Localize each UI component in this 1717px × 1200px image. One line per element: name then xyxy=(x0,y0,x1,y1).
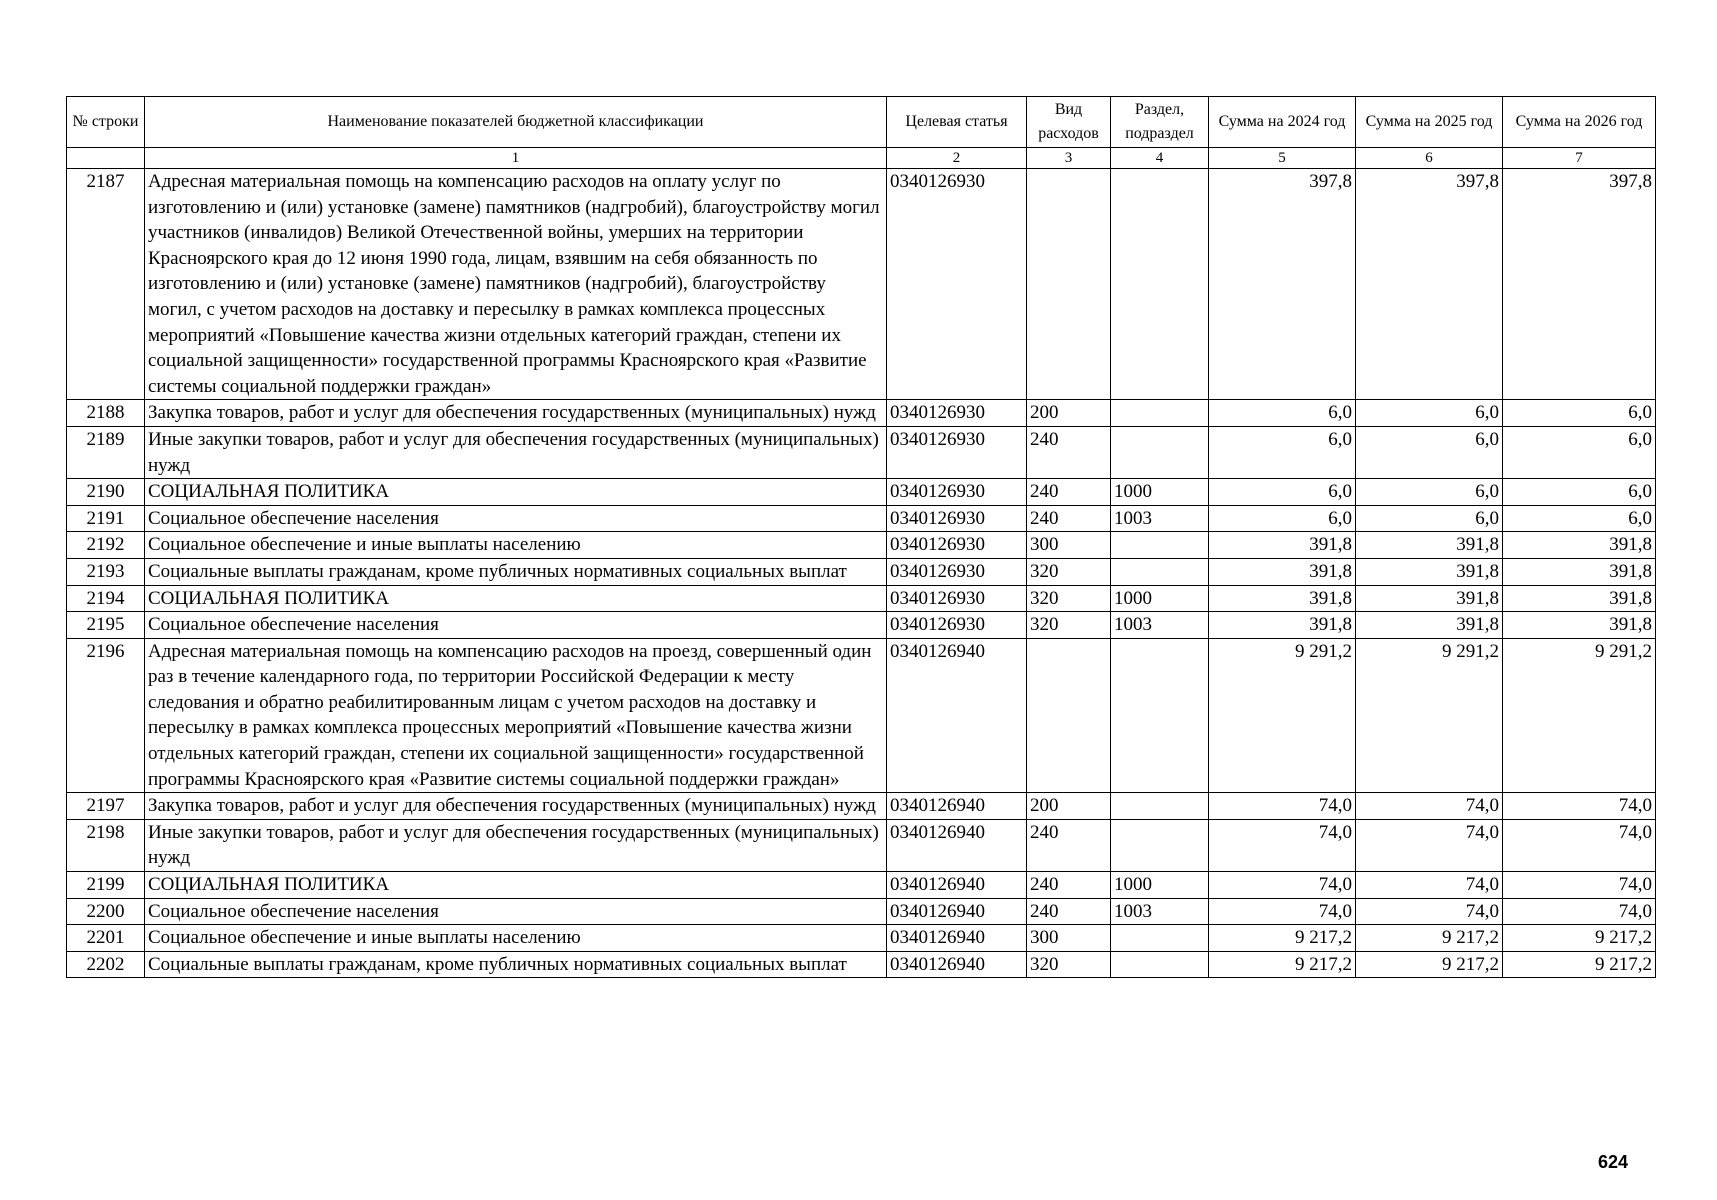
table-row xyxy=(67,638,1656,793)
target-code-cell: 0340126940 xyxy=(887,925,1027,952)
razdel-cell: 1000 xyxy=(1111,585,1209,612)
target-code-cell: 0340126940 xyxy=(887,638,1027,793)
target-code-cell: 0340126930 xyxy=(887,400,1027,427)
razdel-cell xyxy=(1111,951,1209,978)
sum-2024-cell: 9 291,2 xyxy=(1209,638,1356,793)
sum-2025-cell: 397,8 xyxy=(1356,169,1503,400)
razdel-cell: 1003 xyxy=(1111,612,1209,639)
column-number: 1 xyxy=(145,148,887,169)
row-number-cell: 2189 xyxy=(67,426,145,478)
row-number-cell: 2192 xyxy=(67,532,145,559)
row-number-cell: 2194 xyxy=(67,585,145,612)
header-row xyxy=(67,97,1656,148)
name-cell: Иные закупки товаров, работ и услуг для обеспечения государственных (муниципальных) нужд xyxy=(145,819,887,871)
razdel-cell xyxy=(1111,400,1209,427)
table-row xyxy=(67,558,1656,585)
row-number-cell: 2199 xyxy=(67,872,145,899)
name-cell: Социальные выплаты гражданам, кроме публичных нормативных социальных выплат xyxy=(145,558,887,585)
target-code-cell: 0340126930 xyxy=(887,426,1027,478)
target-code-cell: 0340126930 xyxy=(887,585,1027,612)
column-number: 4 xyxy=(1111,148,1209,169)
sum-2026-cell: 391,8 xyxy=(1503,558,1656,585)
sum-2025-cell: 9 217,2 xyxy=(1356,925,1503,952)
name-cell: Социальное обеспечение и иные выплаты населению xyxy=(145,925,887,952)
sum-2025-cell: 6,0 xyxy=(1356,400,1503,427)
vid-cell: 300 xyxy=(1027,925,1111,952)
column-number: 3 xyxy=(1027,148,1111,169)
sum-2026-cell: 74,0 xyxy=(1503,872,1656,899)
name-cell: СОЦИАЛЬНАЯ ПОЛИТИКА xyxy=(145,872,887,899)
sum-2026-cell: 74,0 xyxy=(1503,793,1656,820)
sum-2024-cell: 391,8 xyxy=(1209,612,1356,639)
table-row xyxy=(67,532,1656,559)
razdel-cell: 1003 xyxy=(1111,505,1209,532)
vid-cell: 240 xyxy=(1027,819,1111,871)
sum-2026-cell: 9 217,2 xyxy=(1503,951,1656,978)
table-row xyxy=(67,793,1656,820)
sum-2024-cell: 6,0 xyxy=(1209,479,1356,506)
row-number-cell: 2187 xyxy=(67,169,145,400)
row-number-cell: 2197 xyxy=(67,793,145,820)
razdel-cell xyxy=(1111,925,1209,952)
target-code-cell: 0340126940 xyxy=(887,898,1027,925)
target-code-cell: 0340126930 xyxy=(887,558,1027,585)
row-number-cell: 2195 xyxy=(67,612,145,639)
sum-2026-cell: 391,8 xyxy=(1503,585,1656,612)
table-row xyxy=(67,169,1656,400)
target-code-cell: 0340126930 xyxy=(887,612,1027,639)
name-cell: Социальное обеспечение населения xyxy=(145,898,887,925)
target-code-cell: 0340126930 xyxy=(887,505,1027,532)
column-number xyxy=(67,148,145,169)
vid-cell xyxy=(1027,169,1111,400)
row-number-cell: 2202 xyxy=(67,951,145,978)
table-row xyxy=(67,505,1656,532)
sum-2025-cell: 391,8 xyxy=(1356,558,1503,585)
target-code-cell: 0340126930 xyxy=(887,532,1027,559)
budget-table xyxy=(66,96,1656,978)
header-sum-2025: Сумма на 2025 год xyxy=(1356,97,1503,148)
target-code-cell: 0340126940 xyxy=(887,951,1027,978)
vid-cell: 240 xyxy=(1027,426,1111,478)
row-number-cell: 2188 xyxy=(67,400,145,427)
sum-2025-cell: 6,0 xyxy=(1356,479,1503,506)
name-cell: Социальные выплаты гражданам, кроме публичных нормативных социальных выплат xyxy=(145,951,887,978)
name-cell: Социальное обеспечение населения xyxy=(145,612,887,639)
header-row-no: № строки xyxy=(67,97,145,148)
column-number: 2 xyxy=(887,148,1027,169)
sum-2026-cell: 391,8 xyxy=(1503,612,1656,639)
sum-2024-cell: 74,0 xyxy=(1209,793,1356,820)
name-cell: Социальное обеспечение населения xyxy=(145,505,887,532)
sum-2025-cell: 391,8 xyxy=(1356,532,1503,559)
vid-cell: 240 xyxy=(1027,505,1111,532)
column-number: 7 xyxy=(1503,148,1656,169)
name-cell: Закупка товаров, работ и услуг для обеспечения государственных (муниципальных) нужд xyxy=(145,793,887,820)
header-target: Целевая статья xyxy=(887,97,1027,148)
row-number-cell: 2198 xyxy=(67,819,145,871)
sum-2025-cell: 6,0 xyxy=(1356,505,1503,532)
table-row xyxy=(67,426,1656,478)
target-code-cell: 0340126930 xyxy=(887,169,1027,400)
razdel-cell xyxy=(1111,819,1209,871)
sum-2024-cell: 391,8 xyxy=(1209,558,1356,585)
vid-cell: 240 xyxy=(1027,479,1111,506)
sum-2024-cell: 6,0 xyxy=(1209,426,1356,478)
vid-cell: 240 xyxy=(1027,898,1111,925)
sum-2025-cell: 74,0 xyxy=(1356,819,1503,871)
target-code-cell: 0340126930 xyxy=(887,479,1027,506)
sum-2024-cell: 74,0 xyxy=(1209,872,1356,899)
sum-2024-cell: 74,0 xyxy=(1209,898,1356,925)
razdel-cell: 1000 xyxy=(1111,479,1209,506)
sum-2025-cell: 74,0 xyxy=(1356,898,1503,925)
table-row xyxy=(67,925,1656,952)
sum-2026-cell: 6,0 xyxy=(1503,479,1656,506)
sum-2025-cell: 391,8 xyxy=(1356,612,1503,639)
row-number-cell: 2200 xyxy=(67,898,145,925)
header-vid: Вид расходов xyxy=(1027,97,1111,148)
header-sum-2026: Сумма на 2026 год xyxy=(1503,97,1656,148)
row-number-cell: 2201 xyxy=(67,925,145,952)
razdel-cell xyxy=(1111,793,1209,820)
razdel-cell xyxy=(1111,558,1209,585)
razdel-cell: 1003 xyxy=(1111,898,1209,925)
table-row xyxy=(67,479,1656,506)
sum-2026-cell: 9 217,2 xyxy=(1503,925,1656,952)
sum-2024-cell: 9 217,2 xyxy=(1209,925,1356,952)
vid-cell: 200 xyxy=(1027,793,1111,820)
table-row xyxy=(67,585,1656,612)
sum-2026-cell: 6,0 xyxy=(1503,505,1656,532)
table-row xyxy=(67,951,1656,978)
table-row xyxy=(67,400,1656,427)
name-cell: СОЦИАЛЬНАЯ ПОЛИТИКА xyxy=(145,585,887,612)
vid-cell: 300 xyxy=(1027,532,1111,559)
vid-cell: 200 xyxy=(1027,400,1111,427)
table-row xyxy=(67,819,1656,871)
sum-2026-cell: 391,8 xyxy=(1503,532,1656,559)
sum-2026-cell: 74,0 xyxy=(1503,898,1656,925)
row-number-cell: 2196 xyxy=(67,638,145,793)
vid-cell: 240 xyxy=(1027,872,1111,899)
target-code-cell: 0340126940 xyxy=(887,872,1027,899)
name-cell: Закупка товаров, работ и услуг для обеспечения государственных (муниципальных) нужд xyxy=(145,400,887,427)
vid-cell: 320 xyxy=(1027,612,1111,639)
row-number-cell: 2190 xyxy=(67,479,145,506)
sum-2025-cell: 9 291,2 xyxy=(1356,638,1503,793)
column-number: 6 xyxy=(1356,148,1503,169)
page-number: 624 xyxy=(1598,1152,1629,1172)
row-number-cell: 2193 xyxy=(67,558,145,585)
sum-2025-cell: 9 217,2 xyxy=(1356,951,1503,978)
header-razdel: Раздел, подраздел xyxy=(1111,97,1209,148)
header-sum-2024: Сумма на 2024 год xyxy=(1209,97,1356,148)
sum-2024-cell: 6,0 xyxy=(1209,505,1356,532)
column-numbers-row xyxy=(67,148,1656,169)
vid-cell: 320 xyxy=(1027,951,1111,978)
sum-2024-cell: 6,0 xyxy=(1209,400,1356,427)
sum-2025-cell: 74,0 xyxy=(1356,793,1503,820)
name-cell: СОЦИАЛЬНАЯ ПОЛИТИКА xyxy=(145,479,887,506)
sum-2024-cell: 391,8 xyxy=(1209,532,1356,559)
sum-2024-cell: 9 217,2 xyxy=(1209,951,1356,978)
column-number: 5 xyxy=(1209,148,1356,169)
vid-cell: 320 xyxy=(1027,558,1111,585)
table-row xyxy=(67,612,1656,639)
sum-2024-cell: 391,8 xyxy=(1209,585,1356,612)
vid-cell xyxy=(1027,638,1111,793)
razdel-cell xyxy=(1111,532,1209,559)
sum-2026-cell: 9 291,2 xyxy=(1503,638,1656,793)
sum-2026-cell: 6,0 xyxy=(1503,400,1656,427)
name-cell: Иные закупки товаров, работ и услуг для обеспечения государственных (муниципальных) нужд xyxy=(145,426,887,478)
razdel-cell: 1000 xyxy=(1111,872,1209,899)
sum-2025-cell: 6,0 xyxy=(1356,426,1503,478)
sum-2024-cell: 74,0 xyxy=(1209,819,1356,871)
name-cell: Социальное обеспечение и иные выплаты населению xyxy=(145,532,887,559)
razdel-cell xyxy=(1111,426,1209,478)
name-cell: Адресная материальная помощь на компенсацию расходов на проезд, совершенный один раз в течение календарного года, по территории Российской Федерации к месту следования и обратно реабилитированным лицам с учетом расходов на доставку и пересылку в рамках комплекса процессных мероприятий «Повышение качества жизни отдельных категорий граждан, степени их социальной защищенности» государственной программы Красноярского края «Развитие системы социальной поддержки граждан» xyxy=(145,638,887,793)
name-cell: Адресная материальная помощь на компенсацию расходов на оплату услуг по изготовлению и (или) установке (замене) памятников (надгробий), благоустройству могил участников (инвалидов) Великой Отечественной войны, умерших на территории Красноярского края до 12 июня 1990 года, лицам, взявшим на себя обязанность по изготовлению и (или) установке (замене) памятников (надгробий), благоустройству могил, с учетом расходов на доставку и пересылку в рамках комплекса процессных мероприятий «Повышение качества жизни отдельных категорий граждан, степени их социальной защищенности» государственной программы Красноярского края «Развитие системы социальной поддержки граждан» xyxy=(145,169,887,400)
sum-2026-cell: 6,0 xyxy=(1503,426,1656,478)
header-name: Наименование показателей бюджетной классификации xyxy=(145,97,887,148)
table-body xyxy=(67,169,1656,978)
sum-2024-cell: 397,8 xyxy=(1209,169,1356,400)
vid-cell: 320 xyxy=(1027,585,1111,612)
razdel-cell xyxy=(1111,169,1209,400)
table-row xyxy=(67,898,1656,925)
row-number-cell: 2191 xyxy=(67,505,145,532)
target-code-cell: 0340126940 xyxy=(887,819,1027,871)
sum-2026-cell: 397,8 xyxy=(1503,169,1656,400)
sum-2026-cell: 74,0 xyxy=(1503,819,1656,871)
razdel-cell xyxy=(1111,638,1209,793)
target-code-cell: 0340126940 xyxy=(887,793,1027,820)
table-row xyxy=(67,872,1656,899)
sum-2025-cell: 391,8 xyxy=(1356,585,1503,612)
sum-2025-cell: 74,0 xyxy=(1356,872,1503,899)
